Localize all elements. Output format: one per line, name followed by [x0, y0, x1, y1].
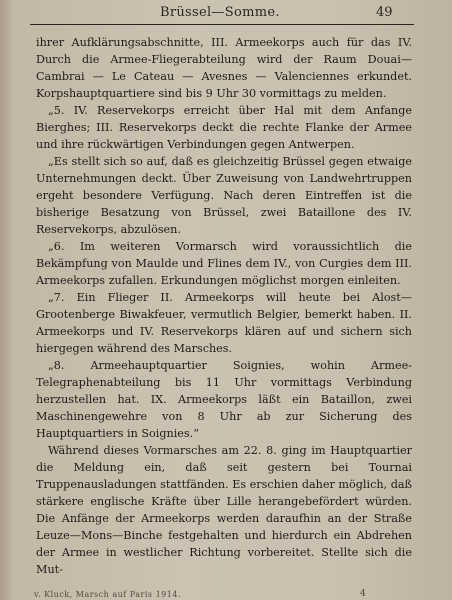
- footer-signature: v. Kluck, Marsch auf Paris 1914.: [34, 590, 181, 599]
- sheet-signature: 4: [360, 589, 366, 599]
- paragraph: „6. Im weiteren Vormarsch wird voraussichtlich die Bekämpfung von Maulde und Flines dem IV., von Curgies dem III. Armeekorps zufallen. Erkundungen möglichst morgen einleiten.: [36, 240, 412, 287]
- paragraph: „Es stellt sich so auf, daß es gleichzeitig Brüssel gegen etwaige Unternehmungen deckt. Über Zuweisung von Landwehrtruppen ergeht besondere Verfügung. Nach deren Eintreffen ist die bisherige Besatzung von Brüssel, zwei Bataillone des IV. Reservekorps, abzulösen.: [36, 155, 412, 236]
- paragraph: „8. Armeehauptquartier Soignies, wohin Armee-Telegraphenabteilung bis 11 Uhr vormittags Verbindung herzustellen hat. IX. Armeekorps läßt ein Bataillon, zwei Maschinengewehre von 8 Uhr ab zur Sicherung des Hauptquartiers in Soignies.“: [36, 359, 412, 440]
- body-text: [36, 34, 412, 578]
- page-footer: [34, 588, 414, 600]
- paragraph: „5. IV. Reservekorps erreicht über Hal mit dem Anfange Bierghes; III. Reservekorps deckt die rechte Flanke der Armee und ihre rückwärtigen Verbindungen gegen Antwerpen.: [36, 104, 412, 151]
- paragraph: ihrer Aufklärungsabschnitte, III. Armeekorps auch für das IV. Durch die Armee-Fliegerabteilung wird der Raum Douai—Cambrai — Le Cateau — Avesnes — Valenciennes erkundet. Korpshauptquartiere sind bis 9 Uhr 30 vormittags zu melden.: [36, 36, 412, 100]
- page-header: [30, 2, 442, 24]
- running-title: Brüssel—Somme.: [160, 5, 280, 20]
- page-number: 49: [376, 5, 393, 20]
- header-rule: [30, 24, 414, 25]
- paragraph: „7. Ein Flieger II. Armeekorps will heute bei Alost—Grootenberge Biwakfeuer, vermutlich Belgier, bemerkt haben. II. Armeekorps und IV. Reservekorps klären auf und sichern sich hiergegen während des Marsches.: [36, 291, 412, 355]
- paragraph: Während dieses Vormarsches am 22. 8. ging im Hauptquartier die Meldung ein, daß seit gestern bei Tournai Truppenausladungen stattfänden. Es erschien daher möglich, daß stärkere englische Kräfte über Lille herangebefördert würden. Die Anfänge der Armeekorps werden daraufhin an der Straße Leuze—Mons—Binche festgehalten und hierdurch ein Abdrehen der Armee in westlicher Richtung vorbereitet. Stellte sich die Mut-: [36, 444, 412, 576]
